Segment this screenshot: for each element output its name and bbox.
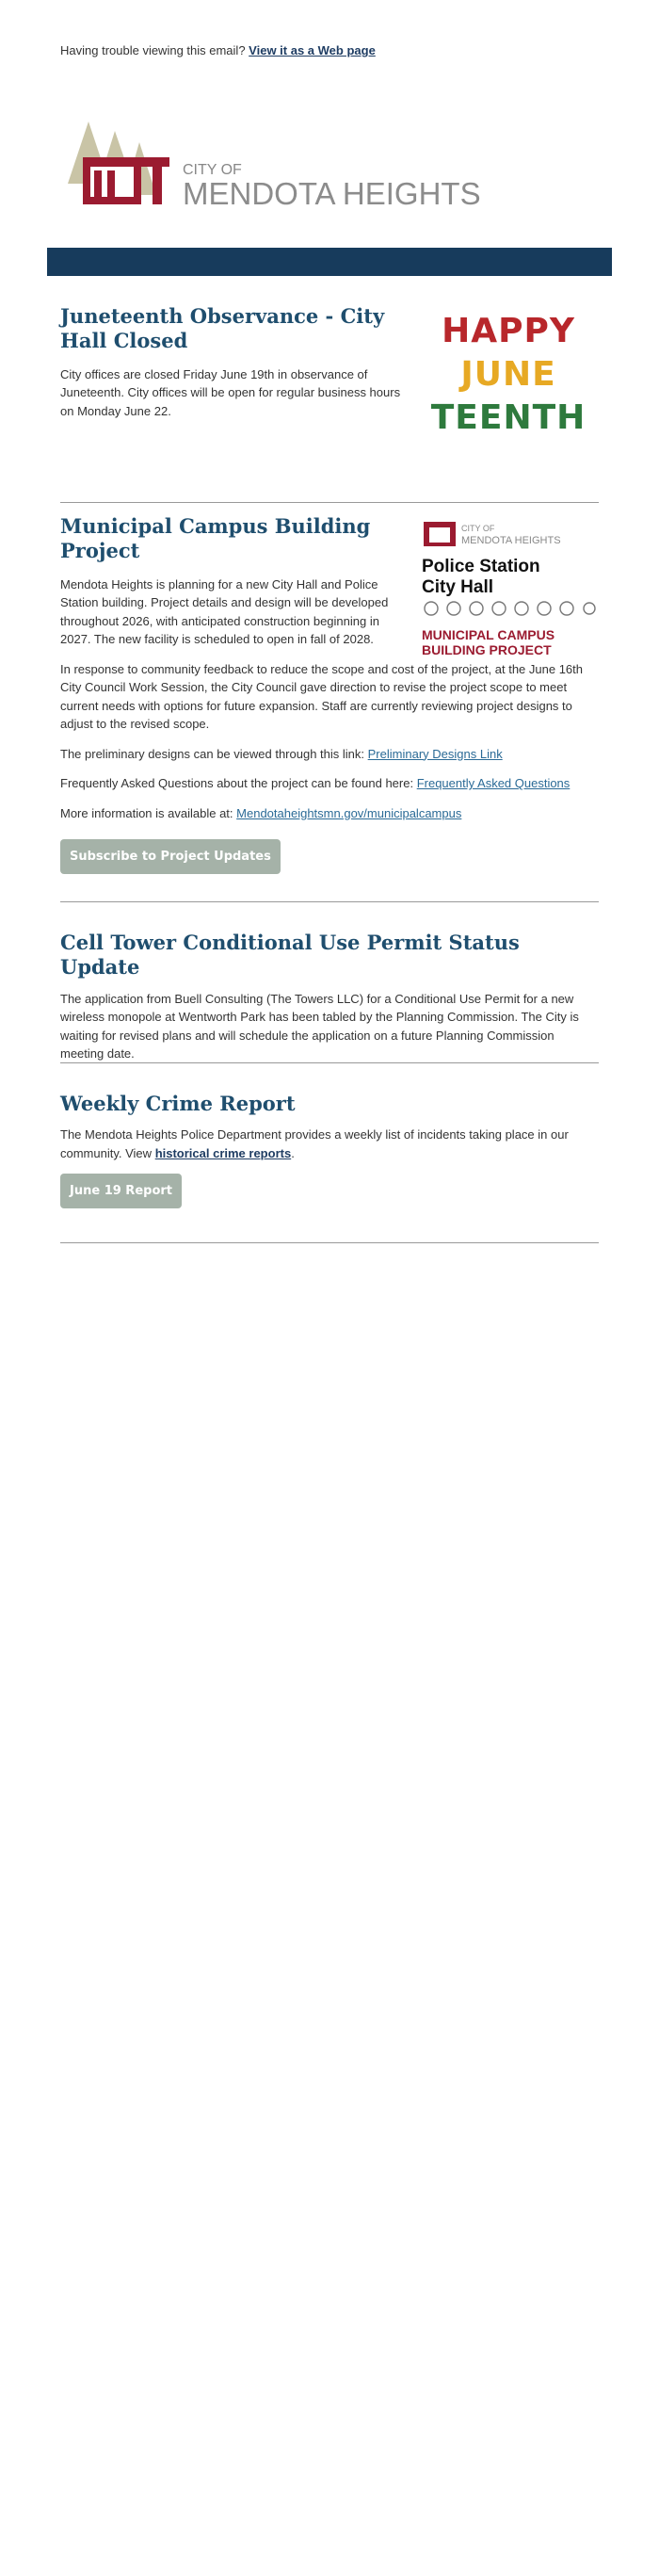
campus-title: Municipal Campus Building Project — [60, 514, 371, 563]
view-online-notice — [0, 0, 659, 57]
campus-paragraph-5 — [60, 804, 597, 823]
campus-graphic-municipal: MUNICIPAL CAMPUS — [422, 627, 555, 642]
campus-graphic-city-of: CITY OF — [461, 524, 495, 533]
cell-tower-section — [60, 931, 597, 1062]
mh-monogram — [83, 157, 169, 204]
divider — [60, 901, 599, 902]
campus-graphic — [422, 514, 597, 657]
cell-tower-body: The application from Buell Consulting (The Towers LLC) for a Conditional Use Permit for a new wireless monopole at Wentworth Park has been tabled by the Planning Commission. The City is waiting for revised plans and will schedule the application on a future Planning Commission meeting date. — [60, 991, 579, 1061]
logo-city-of: CITY OF — [183, 162, 242, 178]
campus-designs-text: The preliminary designs can be viewed through this link: — [60, 746, 365, 761]
faq-link[interactable]: Frequently Asked Questions — [416, 776, 571, 790]
municipal-campus-link[interactable]: Mendotaheightsmn.gov/municipalcampus — [236, 805, 462, 820]
crime-report-text: The Mendota Heights Police Department provides a weekly list of incidents taking place in our community. View — [60, 1127, 569, 1160]
web-page-link[interactable]: View it as a Web page — [249, 43, 376, 57]
campus-paragraph-1: Mendota Heights is planning for a new City Hall and Police Station building. Project details and design will be developed throughout 2026, with anticipated construction beginning in 2027. The new facility is scheduled to open in fall of 2028. — [60, 576, 389, 646]
sustainability-icons-row — [422, 598, 597, 619]
cell-tower-title: Cell Tower Conditional Use Permit Status Update — [60, 931, 520, 980]
historical-crime-reports-link[interactable]: historical crime reports — [154, 1145, 292, 1160]
logo-city-name: MENDOTA HEIGHTS — [183, 176, 481, 211]
campus-paragraph-2: In response to community feedback to reduce the scope and cost of the project, at the June 16th City Council Work Session, the City Council gave direction to revise the project scope to meet current needs with options for future expansion. Staff are currently reviewing project designs to adjust to the revised scope. — [60, 661, 584, 731]
campus-section — [60, 514, 597, 901]
subscribe-project-updates-button[interactable]: Subscribe to Project Updates — [60, 839, 281, 874]
june-19-report-button[interactable]: June 19 Report — [60, 1174, 182, 1208]
email-page — [0, 0, 659, 1243]
campus-paragraph-3 — [60, 745, 597, 764]
campus-faq-text: Frequently Asked Questions about the project can be found here: — [60, 776, 414, 790]
header-banner — [47, 248, 612, 276]
preliminary-designs-link[interactable]: Preliminary Designs Link — [367, 746, 503, 761]
campus-graphic-name: MENDOTA HEIGHTS — [461, 535, 561, 546]
city-logo — [60, 114, 659, 227]
trouble-text: Having trouble viewing this email? — [60, 43, 246, 57]
juneteenth-title: Juneteenth Observance - City Hall Closed — [60, 304, 385, 353]
juneteenth-body: City offices are closed Friday June 19th in observance of Juneteenth. City offices will be open for regular business hours on Monday June 22. — [60, 366, 401, 418]
juneteenth-happy: HAPPY — [442, 312, 575, 350]
campus-graphic-cityhall: City Hall — [422, 577, 494, 597]
juneteenth-teenth: TEENTH — [430, 398, 587, 437]
crime-report-body: The Mendota Heights Police Department provides a weekly list of incidents taking place in our community. View historical crime reports. — [60, 1127, 569, 1160]
divider — [60, 1242, 599, 1243]
campus-graphic-police: Police Station — [422, 557, 540, 576]
divider — [60, 502, 599, 503]
campus-graphic-building: BUILDING PROJECT — [422, 642, 552, 657]
crime-report-title: Weekly Crime Report — [60, 1092, 296, 1115]
campus-paragraph-4 — [60, 774, 597, 793]
crime-report-section — [60, 1092, 597, 1242]
happy-juneteenth-graphic — [426, 310, 591, 440]
campus-more-info-text: More information is available at: — [60, 805, 233, 820]
juneteenth-june: JUNE — [460, 355, 556, 394]
juneteenth-section — [60, 304, 597, 502]
